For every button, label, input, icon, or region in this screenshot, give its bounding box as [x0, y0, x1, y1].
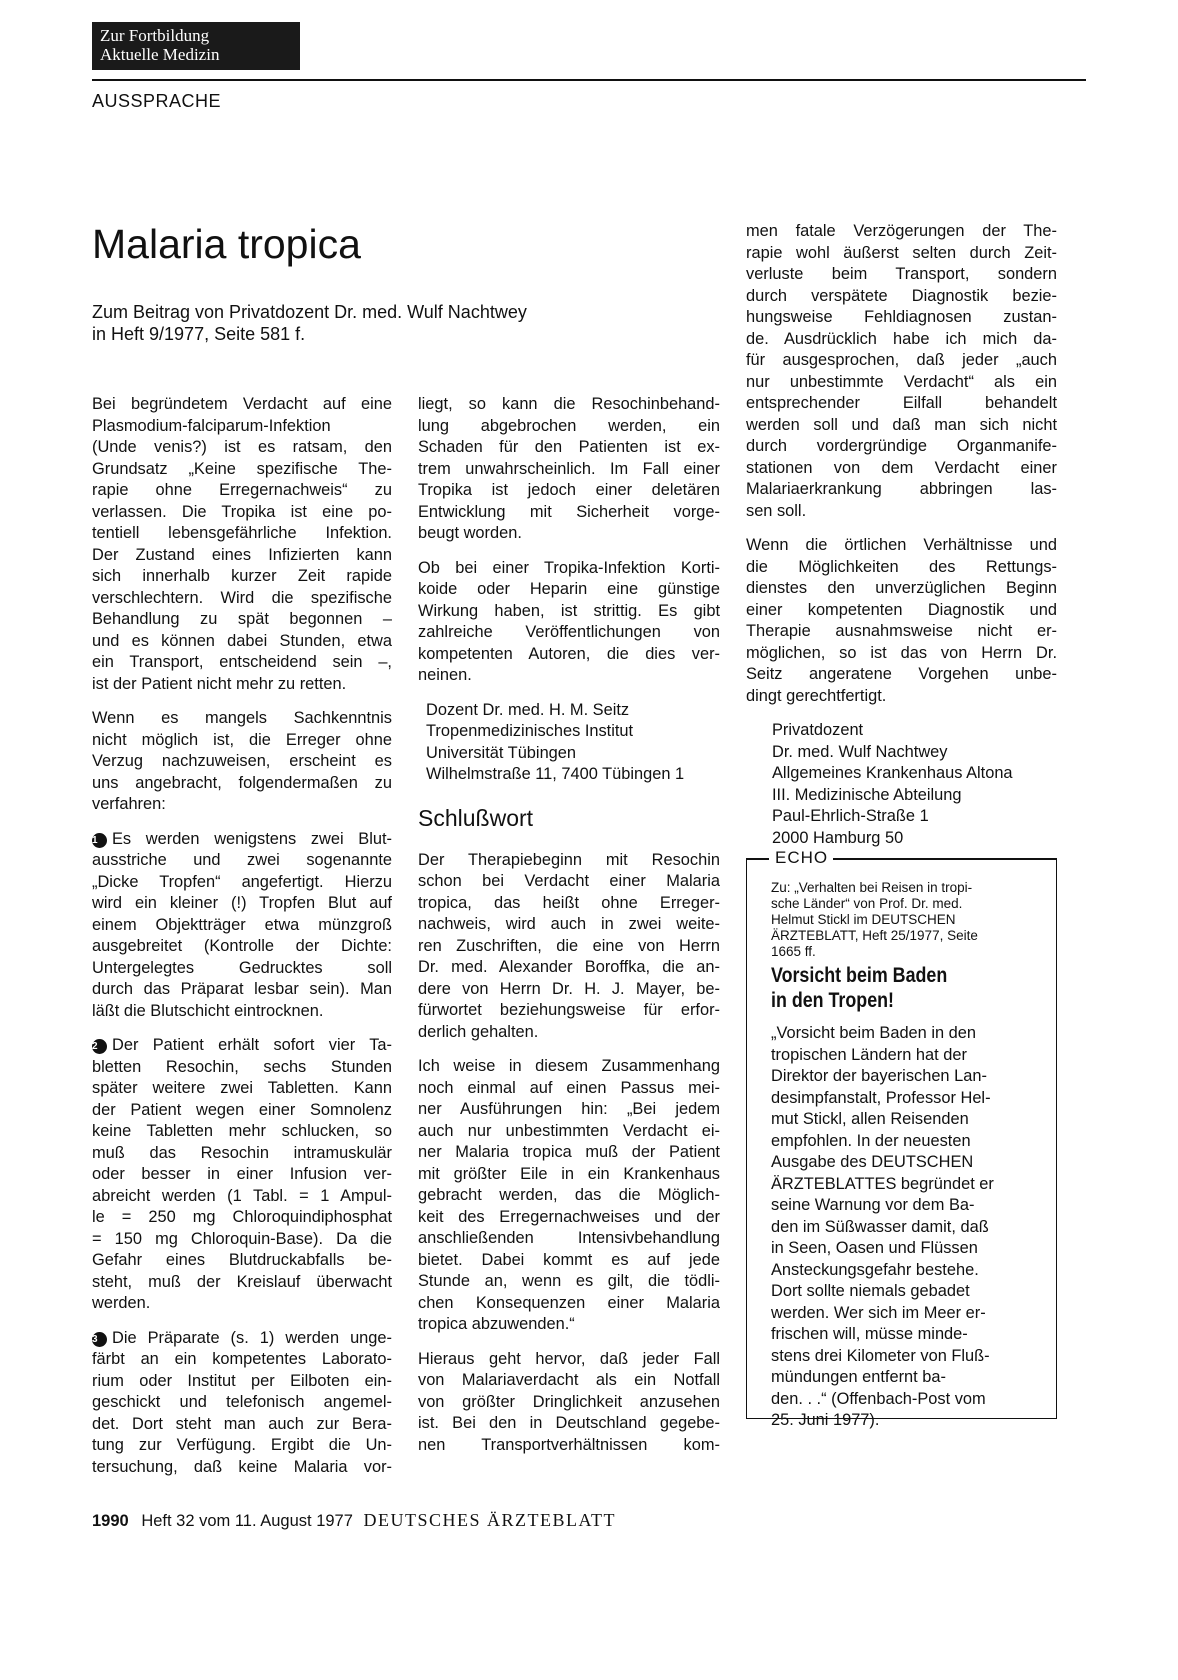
column-1	[92, 394, 392, 1491]
text-line: Tropenmedizinisches Institut	[426, 722, 634, 740]
text-line: noch einmal auf einen Passus mei-	[418, 1078, 720, 1097]
text-line	[92, 1328, 392, 1350]
text-line: Zu: „Verhalten bei Reisen in tropi-	[771, 880, 973, 895]
text-line: lung abgebrochen werden, ein	[418, 416, 720, 435]
text-line: verluste beim Transport, sondern	[746, 265, 1057, 283]
text-line: Ich weise in diesem Zusammenhang	[418, 1057, 720, 1075]
subtitle-line: in Heft 9/1977, Seite 581 f.	[92, 324, 306, 344]
echo-top-rule	[747, 858, 769, 860]
text-line: tentiell lebensgefährliche Infektion.	[92, 524, 392, 542]
text-line: ren Zuschriften, die eine von Herrn	[418, 936, 720, 955]
rubric-line-1: Zur Fortbildung	[100, 26, 210, 45]
text-line-content: Der Patient erhält sofort vier Ta-	[112, 1036, 392, 1054]
text-line: dienstes den unverzüglichen Beginn	[746, 579, 1057, 597]
text-line: ausgebreitet (Kontrolle der Dichte:	[92, 937, 392, 955]
text-line: später weitere zwei Tabletten. Kann	[92, 1079, 392, 1097]
paragraph	[92, 708, 392, 816]
text-line: frischen will, müsse minde-	[771, 1325, 968, 1343]
text-line: men fatale Verzögerungen der The-	[746, 222, 1057, 240]
text-line: Wenn es mangels Sachkenntnis	[92, 709, 392, 727]
paragraph	[92, 394, 392, 695]
text-line: steht, muß der Kreislauf überwacht	[92, 1272, 392, 1291]
text-line: Der Therapiebeginn mit Resochin	[418, 850, 720, 869]
text-line: zahlreiche Veröffentlichungen von	[418, 623, 720, 641]
text-line: Schaden für den Patienten ist ex-	[418, 438, 720, 456]
text-line: dingt gerechtfertigt.	[746, 686, 887, 705]
text-line-content: Die Präparate (s. 1) werden unge-	[112, 1328, 392, 1347]
paragraph	[418, 1056, 720, 1336]
text-line: in Seen, Oasen und Flüssen	[771, 1239, 978, 1257]
text-line: = 150 mg Chloroquin-Base). Da die	[92, 1229, 392, 1248]
text-line: sich innerhalb kurzer Zeit rapide	[92, 567, 392, 585]
text-line: den. . .“ (Offenbach-Post vom	[771, 1389, 986, 1408]
page-footer	[92, 1510, 616, 1531]
paragraph	[746, 221, 1057, 522]
text-line: den im Süßwasser damit, daß	[771, 1217, 989, 1236]
text-line: nachweis, wird auch in zwei weite-	[418, 915, 720, 933]
text-line: bietet. Dabei kommt es auf jede	[418, 1250, 720, 1269]
text-line: Ausgabe des DEUTSCHEN	[771, 1153, 974, 1171]
text-line: Dr. med. Alexander Boroffka, die an-	[418, 958, 720, 976]
text-line: ner Ausführungen hin: „Bei jedem	[418, 1100, 720, 1118]
text-line: trem unwahrscheinlich. Im Fall einer	[418, 459, 720, 478]
text-line: Stunde an, wenn es gilt, die tödli-	[418, 1272, 720, 1290]
text-line: tersuchung, daß keine Malaria vor-	[92, 1457, 392, 1476]
text-line: ist der Patient nicht mehr zu retten.	[92, 674, 347, 693]
paragraph	[418, 850, 720, 1044]
text-line: färbt an ein kompetentes Laborato-	[92, 1350, 392, 1368]
text-line: „Dicke Tropfen“ angefertigt. Hierzu	[92, 872, 392, 891]
section-label: AUSSPRACHE	[92, 91, 222, 111]
text-line: mit größter Eile in ein Krankenhaus	[418, 1164, 720, 1183]
paragraph	[418, 394, 720, 545]
text-line: durch vordergründige Organmanife-	[746, 437, 1057, 455]
text-line	[92, 829, 392, 851]
text-line: gebracht werden, das die Möglich-	[418, 1186, 720, 1204]
text-line: tropischen Ländern hat der	[771, 1045, 967, 1064]
text-line: keit des Erregernachweises und der	[418, 1207, 720, 1226]
numbered-paragraph-1	[92, 829, 392, 1023]
text-line: Paul-Ehrlich-Straße 1	[772, 807, 929, 825]
text-line: Wirkung haben, ist strittig. Es gibt	[418, 601, 720, 620]
text-line: einer kompetenten Diagnostik und	[746, 600, 1057, 619]
text-line: tropica, das heißt ohne Erreger-	[418, 893, 720, 912]
text-line: (Unde venis?) ist es ratsam, den	[92, 438, 392, 456]
text-line: stens drei Kilometer von Fluß-	[771, 1346, 990, 1365]
text-line: werden.	[92, 1294, 151, 1312]
text-line: geschickt und telefonisch angemel-	[92, 1393, 392, 1411]
text-line: empfohlen. In der neuesten	[771, 1131, 971, 1150]
text-line: ist. Bei den in Deutschland gegebe-	[418, 1414, 720, 1432]
text-line: durch verspätete Diagnostik bezie-	[746, 286, 1057, 305]
text-line: oder besser in einer Infusion ver-	[92, 1165, 392, 1183]
list-number-badge: 1	[92, 833, 107, 848]
text-line: det. Dort steht man auch zur Bera-	[92, 1414, 392, 1433]
text-line: Helmut Stickl im DEUTSCHEN	[771, 912, 956, 927]
text-line: durch das Präparat lesbar sein). Man	[92, 980, 392, 998]
text-line: Hieraus geht hervor, daß jeder Fall	[418, 1349, 720, 1368]
text-line: Wenn die örtlichen Verhältnisse und	[746, 536, 1057, 554]
article-subtitle	[92, 301, 652, 345]
text-line: der Patient wegen einer Somnolenz	[92, 1100, 392, 1119]
text-line: stationen von dem Verdacht einer	[746, 458, 1057, 477]
text-line: 1665 ff.	[771, 944, 816, 959]
text-line: werden soll und daß man sich nicht	[746, 415, 1057, 434]
text-line: rium oder Institut per Eilboten ein-	[92, 1371, 392, 1390]
text-line: bletten Resochin, sechs Stunden	[92, 1057, 392, 1076]
text-line: ÄRZTEBLATT, Heft 25/1977, Seite	[771, 928, 978, 943]
column-2	[418, 394, 720, 1469]
page-number: 1990	[92, 1512, 129, 1530]
numbered-paragraph-3	[92, 1328, 392, 1479]
text-line: III. Medizinische Abteilung	[772, 785, 962, 804]
text-line: Grundsatz „Keine spezifische The-	[92, 459, 392, 478]
text-line: Universität Tübingen	[426, 743, 577, 762]
text-line: anschließenden Intensivbehandlung	[418, 1229, 720, 1247]
text-line: „Vorsicht beim Baden in den	[771, 1024, 977, 1042]
text-line: die Möglichkeiten des Rettungs-	[746, 557, 1057, 576]
text-line: verfahren:	[92, 795, 166, 813]
paragraph	[746, 535, 1057, 707]
text-line: Behandlung zu spät begonnen –	[92, 610, 392, 628]
paragraph	[418, 1349, 720, 1457]
text-line: desimpfanstalt, Professor Hel-	[771, 1088, 991, 1107]
text-line: Therapie ausnahmsweise nicht er-	[746, 622, 1057, 640]
text-line: le = 250 mg Chloroquindiphosphat	[92, 1208, 392, 1226]
text-line: mut Stickl, allen Reisenden	[771, 1110, 969, 1128]
text-line: derlich gehalten.	[418, 1022, 539, 1041]
text-line: rapie ohne Erregernachweis“ zu	[92, 481, 392, 499]
text-line: sen soll.	[746, 501, 807, 520]
text-line: auch nur unbestimmten Verdacht ei-	[418, 1121, 720, 1140]
text-line: Vorsicht beim Baden	[771, 964, 948, 987]
text-line: tropica abzuwenden.“	[418, 1315, 575, 1333]
text-line: Gefahr eines Blutdruckabfalls be-	[92, 1251, 392, 1269]
text-line: Malariaerkrankung abbringen las-	[746, 480, 1057, 498]
text-line: für ausgesprochen, daß jeder „auch	[746, 351, 1057, 369]
text-line: beugt worden.	[418, 524, 522, 542]
author-address-seitz	[418, 700, 720, 786]
text-line: neinen.	[418, 666, 472, 684]
text-line: Privatdozent	[772, 721, 864, 739]
text-line: entsprechender Eilfall behandelt	[746, 394, 1057, 412]
text-line: möglichen, so ist das von Herrn Dr.	[746, 643, 1057, 662]
text-line: schon bei Verdacht einer Malaria	[418, 872, 720, 890]
text-line: von Malariaverdacht als ein Notfall	[418, 1371, 720, 1389]
text-line: koide oder Heparin eine günstige	[418, 580, 720, 598]
rubric-box	[92, 22, 300, 70]
text-line: einem Objektträger etwa münzgroß	[92, 915, 392, 934]
text-line: Der Zustand eines Infizierten kann	[92, 545, 392, 564]
echo-label: ECHO	[775, 848, 829, 867]
text-line: de. Ausdrücklich habe ich mich da-	[746, 329, 1057, 348]
text-line: ner Malaria tropica muß der Patient	[418, 1143, 720, 1161]
text-line: verlassen. Die Tropika ist eine po-	[92, 502, 392, 521]
text-line: chen Konsequenzen einer Malaria	[418, 1293, 720, 1312]
rubric-line-2: Aktuelle Medizin	[100, 45, 220, 64]
top-rule	[92, 79, 1086, 81]
text-line: Seitz angeratene Vorgehen unbe-	[746, 665, 1057, 683]
text-line: in den Tropen!	[771, 989, 894, 1012]
paragraph	[418, 558, 720, 687]
text-line: Ansteckungsgefahr bestehe.	[771, 1260, 979, 1279]
echo-box	[746, 848, 1057, 1429]
text-line: rapie wohl äußerst selten durch Zeit-	[746, 243, 1057, 262]
text-line: Dort sollte niemals gebadet	[771, 1282, 970, 1300]
text-line: Ob bei einer Tropika-Infektion Korti-	[418, 558, 720, 577]
article-title: Malaria tropica	[92, 221, 361, 267]
text-line: werden. Wer sich im Meer er-	[771, 1303, 986, 1322]
text-line: dere von Herrn Dr. H. J. Mayer, be-	[418, 979, 720, 998]
text-line: sche Länder“ von Prof. Dr. med.	[771, 896, 963, 911]
text-line: Verzug nachzuweisen, erscheint es	[92, 752, 392, 770]
text-line: mündungen entfernt ba-	[771, 1368, 946, 1386]
text-line: muß das Resochin intramuskulär	[92, 1143, 392, 1162]
numbered-paragraph-2	[92, 1035, 392, 1315]
echo-reference	[771, 880, 1039, 960]
text-line: nen Transportverhältnissen kom-	[418, 1435, 720, 1454]
issue-info: Heft 32 vom 11. August 1977	[141, 1512, 353, 1530]
text-line: Wilhelmstraße 11, 7400 Tübingen 1	[426, 765, 685, 783]
text-line: keine Tabletten mehr schlucken, so	[92, 1122, 392, 1140]
text-line: ÄRZTEBLATTES begründet er	[771, 1174, 994, 1193]
text-line: wird ein kleiner (!) Tropfen Blut auf	[92, 894, 392, 912]
journal-name: DEUTSCHES ÄRZTEBLATT	[363, 1510, 616, 1530]
text-line: kompetenten Autoren, die dies ver-	[418, 644, 720, 663]
text-line: Bei begründetem Verdacht auf eine	[92, 395, 392, 413]
text-line: Entwicklung mit Sicherheit vorge-	[418, 502, 720, 521]
text-line: Allgemeines Krankenhaus Altona	[772, 764, 1013, 782]
text-line: Plasmodium-falciparum-Infektion	[92, 416, 331, 435]
subtitle-line: Zum Beitrag von Privatdozent Dr. med. Wulf Nachtwey	[92, 302, 527, 322]
text-line: Dozent Dr. med. H. M. Seitz	[426, 700, 630, 719]
column-3	[746, 221, 1057, 867]
list-number-badge: 3	[92, 1332, 107, 1347]
text-line: und es können dabei Stunden, etwa	[92, 631, 392, 650]
text-line: verschlechtern. Wird die spezifische	[92, 588, 392, 607]
text-line: seine Warnung vor dem Ba-	[771, 1196, 975, 1214]
text-line: Tropika ist jedoch einer deletären	[418, 481, 720, 499]
author-address-nachtwey	[746, 720, 1057, 849]
heading-schlusswort: Schlußwort	[418, 804, 534, 831]
text-line-content: Es werden wenigstens zwei Blut-	[112, 829, 392, 848]
text-line: nicht möglich ist, die Erreger ohne	[92, 730, 392, 749]
list-number-badge: 2	[92, 1039, 107, 1054]
text-line: tung zur Verfügung. Ergibt die Un-	[92, 1436, 392, 1454]
text-line: Dr. med. Wulf Nachtwey	[772, 742, 948, 761]
text-line: ein Transport, entscheidend sein –,	[92, 653, 392, 671]
text-line: fürwortet beziehungsweise für erfor-	[418, 1001, 720, 1019]
echo-body	[771, 1023, 1041, 1432]
text-line: liegt, so kann die Resochinbehand-	[418, 395, 720, 413]
text-line: 25. Juni 1977).	[771, 1411, 880, 1429]
text-line: uns angebracht, folgendermaßen zu	[92, 773, 392, 792]
text-line: hungsweise Fehldiagnosen zustan-	[746, 308, 1057, 326]
text-line: Direktor der bayerischen Lan-	[771, 1067, 987, 1085]
text-line: von größter Dringlichkeit anzusehen	[418, 1392, 720, 1411]
text-line: ausstriche und zwei sogenannte	[92, 851, 392, 869]
text-line: Untergelegtes Gedrucktes soll	[92, 958, 392, 977]
echo-headline	[771, 963, 947, 1013]
text-line: 2000 Hamburg 50	[772, 828, 904, 847]
text-line	[92, 1035, 392, 1057]
text-line: läßt die Blutschicht eintrocknen.	[92, 1001, 324, 1020]
text-line: abreicht werden (1 Tabl. = 1 Ampul-	[92, 1186, 392, 1205]
echo-top-rule	[833, 858, 1056, 860]
text-line: nur unbestimmte Verdacht“ als ein	[746, 372, 1057, 391]
